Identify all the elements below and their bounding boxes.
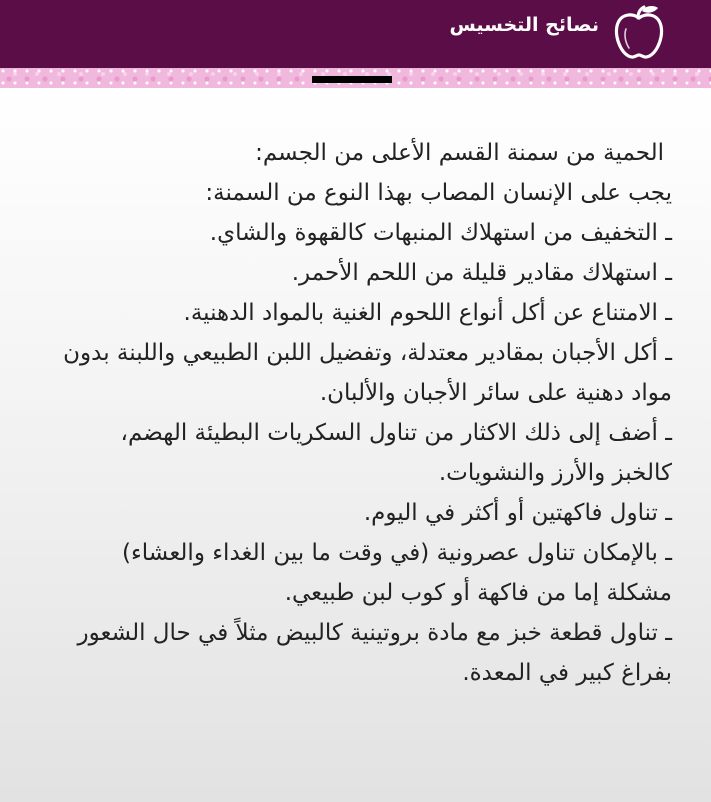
list-item: ـ أضف إلى ذلك الاكثار من تناول السكريات البطيئة الهضم، كالخبز والأرز والنشويات. (120, 420, 672, 486)
list-item: ـ تناول قطعة خبز مع مادة بروتينية كالبيض مثلاً في حال الشعور بفراغ كبير في المعدة. (77, 620, 672, 686)
list-item: ـ استهلاك مقادير قليلة من اللحم الأحمر. (291, 260, 672, 286)
list-item: ـ بالإمكان تناول عصرونية (في وقت ما بين الغداء والعشاء) مشكلة إما من فاكهة أو كوب لبن طبيعي. (122, 540, 672, 606)
app-header (0, 0, 711, 68)
list-item: ـ الامتناع عن أكل أنواع اللحوم الغنية بالمواد الدهنية. (183, 300, 672, 326)
list-item: ـ التخفيف من استهلاك المنبهات كالقهوة والشاي. (209, 220, 672, 246)
list-item: ـ أكل الأجبان بمقادير معتدلة، وتفضيل اللبن الطبيعي واللبنة بدون مواد دهنية على سائر الأجبان والألبان. (63, 340, 672, 406)
article-intro: يجب على الإنسان المصاب بهذا النوع من السمنة: (205, 180, 672, 206)
page-indicator (312, 76, 392, 83)
article-body (58, 133, 672, 693)
app-title: نصائح التخسيس (449, 14, 599, 36)
article-heading: الحمية من سمنة القسم الأعلى من الجسم: (255, 140, 664, 166)
apple-icon[interactable] (611, 2, 667, 62)
list-item: ـ تناول فاكهتين أو أكثر في اليوم. (363, 500, 672, 526)
